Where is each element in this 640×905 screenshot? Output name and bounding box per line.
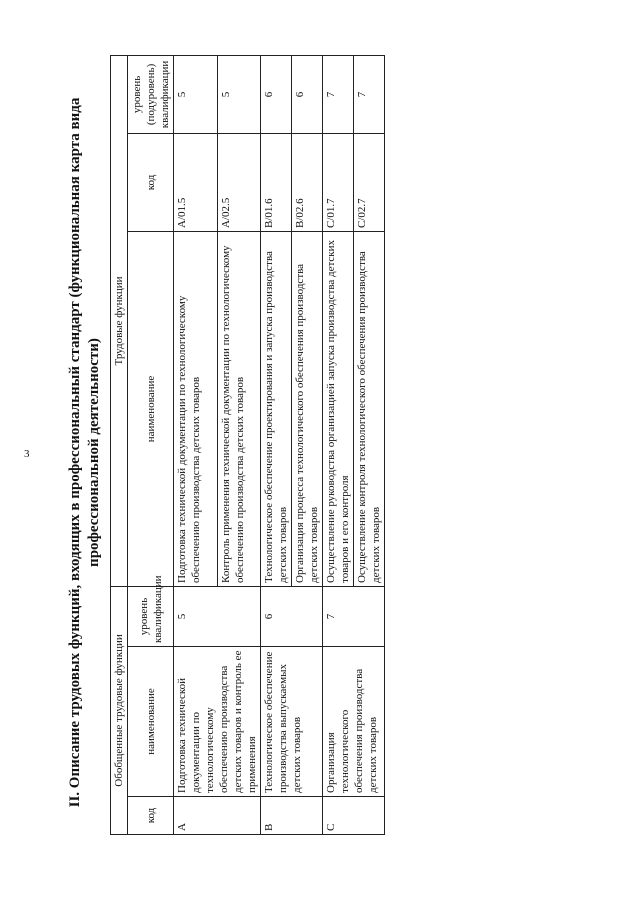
group-code: A	[174, 797, 261, 835]
group-level: 5	[174, 586, 261, 646]
group-level: 6	[261, 586, 323, 646]
header-labor-functions: Трудовые функции	[111, 55, 128, 586]
function-name: Осуществление руководства организацией запуска производства детских товаров и его контроля	[323, 231, 354, 586]
function-name: Технологическое обеспечение проектирования и запуска производства детских товаров	[261, 231, 292, 586]
page-number: 3	[24, 448, 30, 460]
function-code: B/02.6	[292, 133, 323, 231]
header-name: наименование	[128, 647, 174, 797]
table-row	[174, 55, 218, 834]
function-code: B/01.6	[261, 133, 292, 231]
header-row-1	[111, 55, 128, 834]
function-name: Осуществление контроля технологического обеспечения производства детских товаров	[354, 231, 385, 586]
function-name: Подготовка технической документации по технологическому обеспечению производства детских товаров	[174, 231, 218, 586]
group-level: 7	[323, 586, 385, 646]
function-level: 5	[174, 55, 218, 133]
header-code: код	[128, 797, 174, 835]
table-row	[261, 55, 292, 834]
function-name: Организация процесса технологического обеспечения производства детских товаров	[292, 231, 323, 586]
header-function-name: наименование	[128, 231, 174, 586]
table-row	[323, 55, 354, 834]
function-code: C/02.7	[354, 133, 385, 231]
function-level: 7	[354, 55, 385, 133]
function-code: A/02.5	[217, 133, 261, 231]
group-name: Организация технологического обеспечения производства детских товаров	[323, 647, 385, 797]
function-level: 6	[292, 55, 323, 133]
group-code: B	[261, 797, 323, 835]
header-qualification-level: уровень квалификации	[128, 586, 174, 646]
header-function-code: код	[128, 133, 174, 231]
group-name: Технологическое обеспечение производства выпускаемых детских товаров	[261, 647, 323, 797]
header-sublevel: уровень (подуровень) квалификации	[128, 55, 174, 133]
header-row-2	[128, 55, 174, 834]
functional-map-table	[110, 55, 385, 835]
header-generalized-functions: Обобщенные трудовые функции	[111, 586, 128, 834]
group-code: C	[323, 797, 385, 835]
function-code: A/01.5	[174, 133, 218, 231]
function-name: Контроль применения технической документации по технологическому обеспечению производства детских товаров	[217, 231, 261, 586]
function-level: 7	[323, 55, 354, 133]
group-name: Подготовка технической документации по технологическому обеспечению производства детских товаров и контроль ее применения	[174, 647, 261, 797]
function-code: C/01.7	[323, 133, 354, 231]
section-title: II. Описание трудовых функций, входящих в профессиональный стандарт (функциональная карта вида профессиональной деятельности)	[67, 97, 102, 808]
function-level: 5	[217, 55, 261, 133]
function-level: 6	[261, 55, 292, 133]
